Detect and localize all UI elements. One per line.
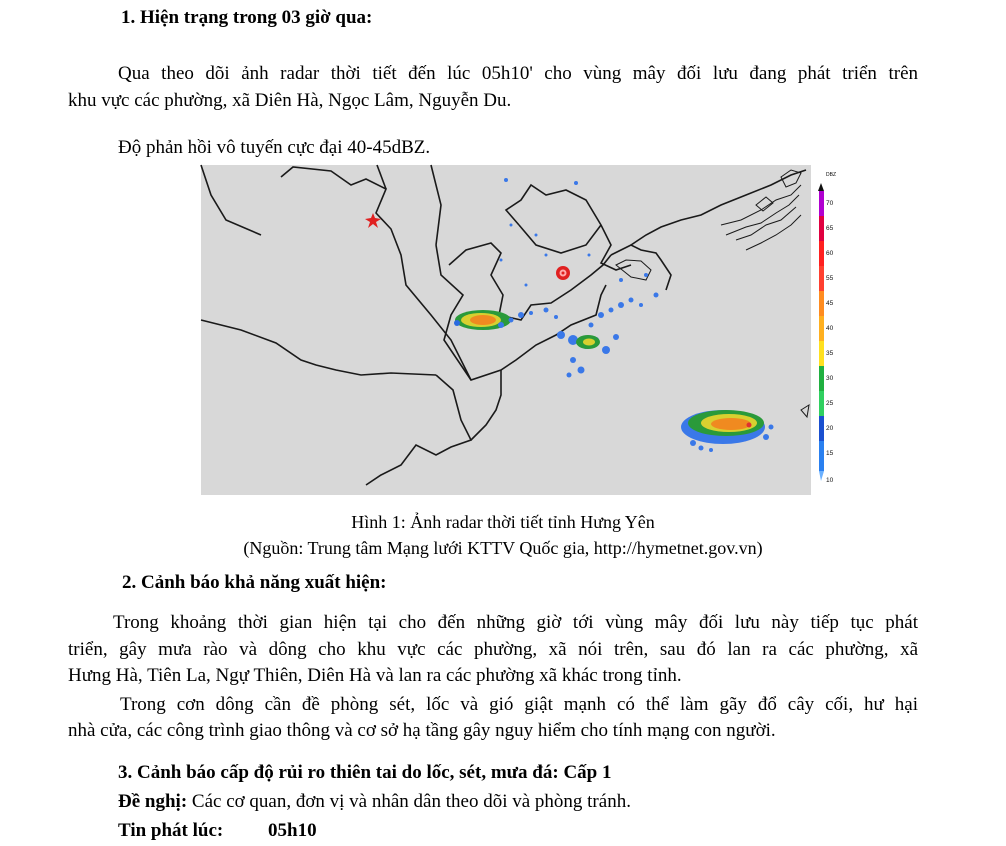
legend-tick: 10 (826, 477, 834, 484)
section2-p1-line3: Hưng Hà, Tiên La, Ngự Thiên, Diên Hà và lan ra các phường xã khác trong tỉnh. (68, 665, 682, 686)
recommendation-label: Đề nghị: (118, 791, 188, 812)
legend-tick: 70 (826, 200, 834, 207)
recommendation (118, 789, 631, 815)
section1-para1-line2: khu vực các phường, xã Diên Hà, Ngọc Lâm, Nguyễn Du. (68, 90, 512, 111)
section2-p2-line1: Trong cơn dông cần đề phòng sét, lốc và gió giật mạnh có thể làm gãy đổ cây cối, hư hại (120, 694, 918, 715)
echo-cell-center (576, 335, 600, 349)
section2-heading: 2. Cảnh báo khả năng xuất hiện: (122, 572, 387, 593)
section1-para2: Độ phản hồi vô tuyến cực đại 40-45dBZ. (118, 137, 431, 158)
legend-tick: 60 (826, 250, 834, 257)
radar-site-marker (556, 266, 570, 280)
issued-label: Tin phát lúc: (118, 820, 224, 841)
map-background (201, 165, 811, 495)
legend-tick: 15 (826, 450, 834, 457)
echo-cell-southeast (681, 410, 765, 444)
figure-caption: Hình 1: Ảnh radar thời tiết tỉnh Hưng Yên (351, 512, 655, 532)
legend-tick: 20 (826, 425, 834, 432)
legend-tick: 25 (826, 400, 834, 407)
legend-title: DBZ (826, 172, 836, 178)
legend-tick: 45 (826, 300, 834, 307)
legend-tick: 35 (826, 350, 834, 357)
issued-time: 05h10 (268, 820, 317, 841)
section2-p1-line1: Trong khoảng thời gian hiện tại cho đến những giờ tới vùng mây đối lưu này tiếp tục phát (113, 612, 918, 633)
section2-p2-line2: nhà cửa, các công trình giao thông và cơ sở hạ tầng gây nguy hiểm cho tính mạng con người. (68, 720, 776, 741)
section1-heading: 1. Hiện trạng trong 03 giờ qua: (121, 7, 373, 28)
radar-image (201, 165, 836, 495)
section1-para1-line1: Qua theo dõi ảnh radar thời tiết đến lúc 05h10' cho vùng mây đối lưu đang phát triển trên (118, 63, 918, 84)
legend-tick: 30 (826, 375, 834, 382)
recommendation-text: Các cơ quan, đơn vị và nhân dân theo dõi và phòng tránh. (187, 791, 631, 812)
radar-map (201, 165, 836, 495)
figure-source: (Nguồn: Trung tâm Mạng lưới KTTV Quốc gia, http://hymetnet.gov.vn) (243, 538, 763, 558)
section2-p1-line2: triển, gây mưa rào và dông cho khu vực các phường, xã nói trên, sau đó lan ra các phường, xã (68, 639, 918, 660)
legend-tick: 40 (826, 325, 834, 332)
section3-heading: 3. Cảnh báo cấp độ rủi ro thiên tai do lốc, sét, mưa đá: Cấp 1 (118, 762, 612, 783)
legend-tick: 65 (826, 225, 834, 232)
legend-tick: 55 (826, 275, 834, 282)
